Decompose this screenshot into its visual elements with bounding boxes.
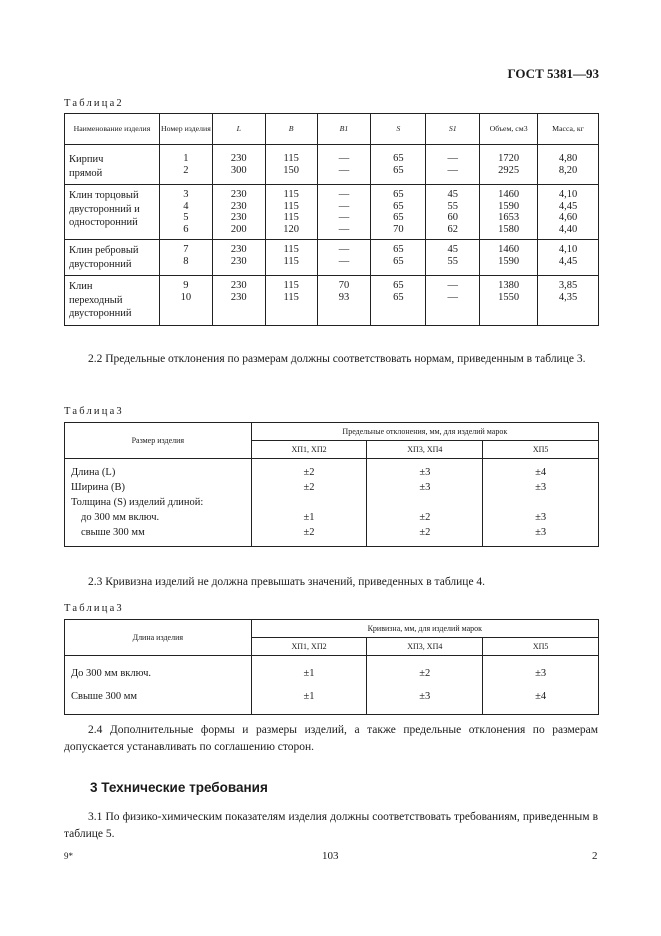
cell-value: 1550 bbox=[498, 291, 520, 303]
cell-value: — bbox=[447, 280, 458, 292]
table3-body-row bbox=[65, 459, 599, 547]
row-label: до 300 мм включ. bbox=[81, 512, 160, 523]
table4-body-row bbox=[65, 656, 599, 715]
cell-value: 2 bbox=[183, 164, 189, 176]
cell-value: 65 bbox=[393, 164, 404, 176]
table-2-cell bbox=[426, 276, 480, 326]
cell-value: 1590 bbox=[498, 200, 520, 212]
cell-value: 55 bbox=[447, 255, 458, 267]
table3-values bbox=[251, 459, 367, 547]
cell-value: 70 bbox=[338, 280, 350, 292]
cell-value: 45 bbox=[447, 189, 458, 200]
cell-value: 65 bbox=[393, 189, 404, 200]
cell-value: — bbox=[447, 164, 458, 176]
cell-value: — bbox=[338, 223, 350, 235]
tolerance-value: ±4 bbox=[535, 691, 547, 702]
cell-value: 120 bbox=[283, 223, 300, 235]
cell-value: 115 bbox=[283, 280, 299, 292]
table-2-col-header: B bbox=[265, 114, 317, 145]
cell-value: 115 bbox=[283, 291, 299, 303]
table-2-col-header: B1 bbox=[317, 114, 371, 145]
table-2-cell bbox=[426, 145, 480, 185]
tolerance-value: ±1 bbox=[303, 512, 315, 523]
cell-value: 1590 bbox=[498, 255, 520, 267]
cell-value: — bbox=[338, 200, 350, 212]
product-name-line: Кирпич bbox=[69, 154, 104, 165]
tolerance-value: ±2 bbox=[419, 527, 431, 538]
cell-value: — bbox=[338, 189, 350, 200]
table-3 bbox=[64, 422, 599, 547]
cell-value: 65 bbox=[393, 200, 404, 212]
product-name bbox=[65, 276, 160, 326]
table-2-cell bbox=[159, 276, 212, 326]
cell-value: 4,80 bbox=[558, 153, 578, 164]
paragraph-2-4: 2.4 Дополнительные формы и размеры изделий, а также предельные отклонения по размерам допускается устанавливать по соглашению сторон. bbox=[64, 724, 598, 753]
cell-value: 230 bbox=[230, 255, 247, 267]
table-2-cell bbox=[265, 276, 317, 326]
cell-value: 230 bbox=[230, 291, 247, 303]
table-2-cell bbox=[426, 240, 480, 276]
tolerance-value: ±3 bbox=[535, 527, 547, 538]
row-label: Толщина (S) изделий длиной: bbox=[71, 497, 204, 508]
table-2-row bbox=[65, 145, 599, 185]
cell-value: — bbox=[338, 244, 350, 256]
tolerance-value: ±3 bbox=[419, 467, 431, 478]
cell-value: 1460 bbox=[498, 189, 520, 200]
tolerance-value: ±1 bbox=[303, 691, 315, 702]
table-2-row bbox=[65, 185, 599, 240]
cell-value: 115 bbox=[283, 212, 299, 224]
table-2-cell bbox=[538, 276, 599, 326]
table-2-cell bbox=[538, 145, 599, 185]
cell-value: 8 bbox=[183, 255, 189, 267]
table-4 bbox=[64, 619, 599, 715]
product-name-line: переходный bbox=[69, 294, 123, 306]
table-2-row bbox=[65, 240, 599, 276]
table-2-cell bbox=[317, 185, 371, 240]
cell-value: 4,45 bbox=[558, 255, 578, 267]
table-2-cell bbox=[538, 240, 599, 276]
cell-value: 7 bbox=[183, 244, 189, 256]
tolerance-value: ±2 bbox=[303, 482, 315, 493]
table-2-cell bbox=[265, 240, 317, 276]
tolerance-value bbox=[252, 495, 367, 510]
table-2-col-header: S bbox=[371, 114, 426, 145]
cell-value: — bbox=[338, 255, 350, 267]
cell-value: — bbox=[447, 153, 458, 164]
paragraph-2-2: 2.2 Предельные отклонения по размерам должны соответствовать нормам, приведенным в таблице 3. bbox=[88, 353, 586, 365]
cell-value: — bbox=[447, 291, 458, 303]
cell-value: 230 bbox=[230, 189, 247, 200]
cell-value: 6 bbox=[183, 223, 189, 235]
tolerance-value: ±2 bbox=[303, 467, 315, 478]
cell-value: 3,85 bbox=[558, 280, 578, 292]
table-4-caption: Таблица3 bbox=[64, 603, 124, 614]
cell-value: 4,60 bbox=[558, 212, 578, 224]
product-name bbox=[65, 185, 160, 240]
table-2-cell bbox=[371, 145, 426, 185]
tolerance-value: ±3 bbox=[419, 482, 431, 493]
cell-value: 9 bbox=[183, 280, 189, 292]
cell-value: 4,10 bbox=[558, 189, 578, 200]
table-2-cell bbox=[159, 240, 212, 276]
cell-value: 115 bbox=[283, 189, 299, 200]
table-2-cell bbox=[480, 185, 538, 240]
table-2-cell bbox=[371, 276, 426, 326]
tolerance-value: ±2 bbox=[303, 527, 315, 538]
table3-values bbox=[367, 459, 483, 547]
cell-value: 230 bbox=[230, 200, 247, 212]
tolerance-value: ±1 bbox=[303, 668, 315, 679]
cell-value: 65 bbox=[393, 244, 404, 256]
table-3-group-header: Предельные отклонения, мм, для изделий марок bbox=[251, 423, 598, 441]
page-number-right: 2 bbox=[592, 850, 598, 862]
cell-value: 65 bbox=[393, 153, 404, 164]
table-2-cell bbox=[265, 185, 317, 240]
table-2-cell bbox=[317, 276, 371, 326]
product-name bbox=[65, 240, 160, 276]
table-4-col-length: Длина изделия bbox=[65, 620, 252, 656]
table-2-col-header: Номер изделия bbox=[159, 114, 212, 145]
table4-values bbox=[483, 656, 599, 715]
product-name-line: двусторонний и bbox=[69, 203, 140, 215]
table3-values bbox=[483, 459, 599, 547]
row-label: свыше 300 мм bbox=[81, 527, 145, 538]
cell-value: 55 bbox=[447, 200, 458, 212]
tolerance-value bbox=[483, 495, 598, 510]
cell-value: 150 bbox=[283, 164, 300, 176]
paragraph-3-1: 3.1 По физико-химическим показателям изделия должны соответствовать требованиям, приведенным в таблице 5. bbox=[64, 811, 598, 840]
table-2-col-header: S1 bbox=[426, 114, 480, 145]
cell-value: 300 bbox=[230, 164, 247, 176]
cell-value: 60 bbox=[447, 212, 458, 224]
table3-labels bbox=[65, 459, 252, 547]
table4-subheader: ХП1, ХП2 bbox=[251, 638, 367, 656]
section-title: 3 Технические требования bbox=[90, 780, 268, 795]
table-3-col-size: Размер изделия bbox=[65, 423, 252, 459]
cell-value: 4,10 bbox=[558, 244, 578, 256]
cell-value: 115 bbox=[283, 244, 299, 256]
cell-value: 200 bbox=[230, 223, 247, 235]
cell-value: 65 bbox=[393, 291, 404, 303]
table-2-col-header: Масса, кг bbox=[538, 114, 599, 145]
row-label: Свыше 300 мм bbox=[71, 691, 138, 702]
cell-value: 4,40 bbox=[558, 223, 578, 235]
tolerance-value: ±2 bbox=[419, 512, 431, 523]
page-number-center: 103 bbox=[322, 850, 339, 862]
table4-values bbox=[367, 656, 483, 715]
row-label: Ширина (B) bbox=[71, 482, 125, 493]
cell-value: — bbox=[338, 164, 350, 176]
cell-value: 62 bbox=[447, 223, 458, 235]
table-2-cell bbox=[159, 185, 212, 240]
table-2-col-header: Объем, см3 bbox=[480, 114, 538, 145]
cell-value: 65 bbox=[393, 212, 404, 224]
table-2-cell bbox=[480, 276, 538, 326]
cell-value: 230 bbox=[230, 244, 247, 256]
cell-value: 1380 bbox=[498, 280, 520, 292]
tolerance-value: ±4 bbox=[535, 467, 547, 478]
table4-subheader: ХП3, ХП4 bbox=[367, 638, 483, 656]
paragraph-2-3: 2.3 Кривизна изделий не должна превышать значений, приведенных в таблице 4. bbox=[88, 576, 486, 588]
tolerance-value: ±3 bbox=[535, 668, 547, 679]
cell-value: — bbox=[338, 212, 350, 224]
table-4-group-header: Кривизна, мм, для изделий марок bbox=[251, 620, 598, 638]
cell-value: 1720 bbox=[498, 153, 520, 164]
table-2-cell bbox=[212, 240, 265, 276]
product-name-line: Клин bbox=[69, 281, 93, 293]
cell-value: 5 bbox=[183, 212, 189, 224]
table-2-cell bbox=[159, 145, 212, 185]
product-name-line: Клин торцовый bbox=[69, 190, 139, 201]
cell-value: 1 bbox=[183, 153, 189, 164]
cell-value: 45 bbox=[447, 244, 458, 256]
cell-value: 65 bbox=[393, 280, 404, 292]
cell-value: 10 bbox=[180, 291, 192, 303]
table-2-cell bbox=[371, 185, 426, 240]
table-2-cell bbox=[212, 145, 265, 185]
table4-subheader: ХП5 bbox=[483, 638, 599, 656]
table-3-caption: Таблица3 bbox=[64, 406, 124, 417]
table3-subheader: ХП3, ХП4 bbox=[367, 441, 483, 459]
cell-value: 115 bbox=[283, 255, 299, 267]
tolerance-value: ±3 bbox=[419, 691, 431, 702]
cell-value: 1460 bbox=[498, 244, 520, 256]
table-2-col-header: L bbox=[212, 114, 265, 145]
table-2-cell bbox=[317, 145, 371, 185]
footer-signature: 9* bbox=[64, 851, 73, 861]
row-label: До 300 мм включ. bbox=[71, 668, 151, 679]
table4-values bbox=[251, 656, 367, 715]
product-name-line: Клин ребровый bbox=[69, 245, 139, 257]
tolerance-value bbox=[367, 495, 482, 510]
table-2 bbox=[64, 113, 599, 326]
table-2-cell bbox=[317, 240, 371, 276]
tolerance-value: ±3 bbox=[535, 512, 547, 523]
tolerance-value: ±3 bbox=[535, 482, 547, 493]
table-2-col-header: Наименование изделия bbox=[65, 114, 160, 145]
cell-value: 1653 bbox=[498, 212, 520, 224]
tolerance-value: ±2 bbox=[419, 668, 431, 679]
table-2-cell bbox=[480, 240, 538, 276]
cell-value: 230 bbox=[230, 280, 247, 292]
product-name bbox=[65, 145, 160, 185]
cell-value: 93 bbox=[338, 291, 350, 303]
product-name-line: прямой bbox=[69, 167, 103, 179]
cell-value: 4,45 bbox=[558, 200, 578, 212]
table-2-cell bbox=[480, 145, 538, 185]
cell-value: 115 bbox=[283, 153, 299, 164]
table-2-cell bbox=[265, 145, 317, 185]
table-2-caption: Таблица2 bbox=[64, 98, 124, 109]
table-2-cell bbox=[212, 185, 265, 240]
cell-value: 230 bbox=[230, 212, 247, 224]
cell-value: 3 bbox=[183, 189, 189, 200]
table-2-row bbox=[65, 276, 599, 326]
cell-value: 8,20 bbox=[558, 164, 578, 176]
table4-labels bbox=[65, 656, 252, 715]
table-2-header-row bbox=[65, 114, 599, 145]
cell-value: 70 bbox=[393, 223, 404, 235]
product-name-line: односторонний bbox=[69, 217, 138, 228]
table-2-cell bbox=[371, 240, 426, 276]
cell-value: — bbox=[338, 153, 350, 164]
row-label: Длина (L) bbox=[71, 467, 116, 478]
table-2-cell bbox=[426, 185, 480, 240]
product-name-line: двусторонний bbox=[69, 258, 132, 270]
table3-subheader: ХП5 bbox=[483, 441, 599, 459]
table-2-cell bbox=[538, 185, 599, 240]
cell-value: 1580 bbox=[498, 223, 520, 235]
cell-value: 230 bbox=[230, 153, 247, 164]
product-name-line: двусторонний bbox=[69, 308, 132, 320]
cell-value: 115 bbox=[283, 200, 299, 212]
cell-value: 4,35 bbox=[558, 291, 578, 303]
table-2-cell bbox=[212, 276, 265, 326]
table3-subheader: ХП1, ХП2 bbox=[251, 441, 367, 459]
cell-value: 4 bbox=[183, 200, 189, 212]
cell-value: 2925 bbox=[498, 164, 520, 176]
document-code: ГОСТ 5381—93 bbox=[507, 66, 599, 81]
cell-value: 65 bbox=[393, 255, 404, 267]
